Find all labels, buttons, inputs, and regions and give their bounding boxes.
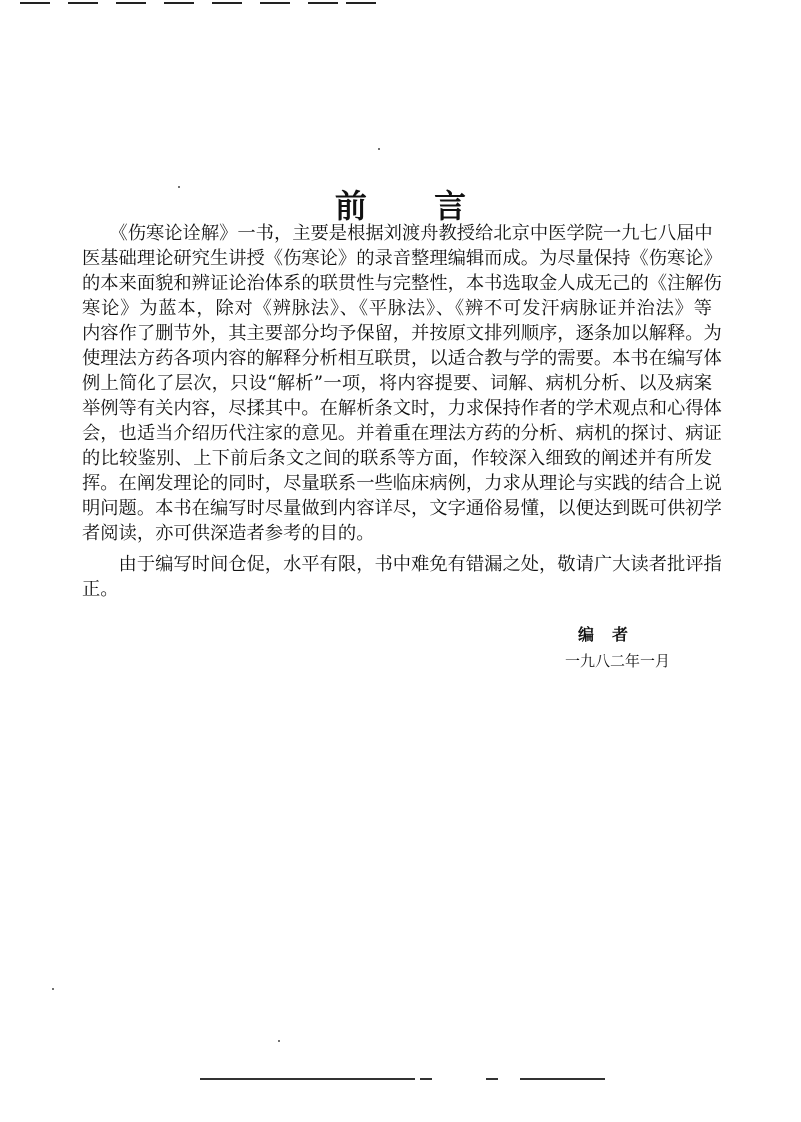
preface-body xyxy=(82,221,722,602)
text-line: 者阅读，亦可供深造者参考的目的。 xyxy=(82,523,375,544)
scan-mark xyxy=(260,2,290,4)
author-signature: 编者 xyxy=(578,625,647,644)
scan-speck xyxy=(278,1040,280,1042)
scan-mark xyxy=(116,2,146,4)
scan-speck xyxy=(378,148,380,150)
text-line: 寒论》为蓝本，除对《辨脉法》、《平脉法》、《辨不可发汗病脉证并治法》等 xyxy=(82,298,712,319)
bottom-rule xyxy=(200,1078,415,1080)
scan-speck xyxy=(178,186,180,188)
text-line: 医基础理论研究生讲授《伤寒论》的录音整理编辑而成。为尽量保持《伤寒论》 xyxy=(82,248,722,269)
text-line: 的本来面貌和辨证论治体系的联贯性与完整性，本书选取金人成无己的《注解伤 xyxy=(82,273,722,294)
bottom-rule xyxy=(486,1078,498,1080)
text-line: 使理法方药各项内容的解释分析相互联贯，以适合教与学的需要。本书在编写体 xyxy=(82,348,722,369)
scan-mark xyxy=(212,2,242,4)
scan-mark xyxy=(164,2,194,4)
text-line: 《伤寒论诠解》一书，主要是根据刘渡舟教授给北京中医学院一九七八届中 xyxy=(82,223,713,244)
text-line: 的比较鉴别、上下前后条文之间的联系等方面，作较深入细致的阐述并有所发 xyxy=(82,448,712,469)
title-char-2: 言 xyxy=(434,187,467,226)
text-line: 举例等有关内容，尽揉其中。在解析条文时，力求保持作者的学术观点和心得体 xyxy=(82,398,722,419)
scan-mark xyxy=(20,2,50,4)
text-line: 例上简化了层次，只设“解析”一项，将内容提要、词解、病机分析、以及病案 xyxy=(82,373,712,394)
text-line: 正。 xyxy=(82,579,119,600)
text-line: 会，也适当介绍历代注家的意见。并着重在理法方药的分析、病机的探讨、病证 xyxy=(82,423,722,444)
scan-mark xyxy=(68,2,98,4)
title-char-1: 前 xyxy=(334,187,367,226)
signature-date: 一九八二年一月 xyxy=(565,652,671,670)
text-line: 挥。在阐发理论的同时，尽量联系一些临床病例，力求从理论与实践的结合上说 xyxy=(82,473,722,494)
bottom-rule xyxy=(520,1078,605,1080)
bottom-rule xyxy=(420,1078,432,1080)
text-line: 内容作了删节外，其主要部分均予保留，并按原文排列顺序，逐条加以解释。为 xyxy=(82,323,722,344)
scan-mark xyxy=(346,2,376,4)
text-line: 明问题。本书在编写时尽量做到内容详尽，文字通俗易懂，以便达到既可供初学 xyxy=(82,498,722,519)
scan-speck xyxy=(52,988,54,990)
text-line: 由于编写时间仓促，水平有限，书中难免有错漏之处，敬请广大读者批评指 xyxy=(82,554,722,575)
scan-mark xyxy=(308,2,338,4)
